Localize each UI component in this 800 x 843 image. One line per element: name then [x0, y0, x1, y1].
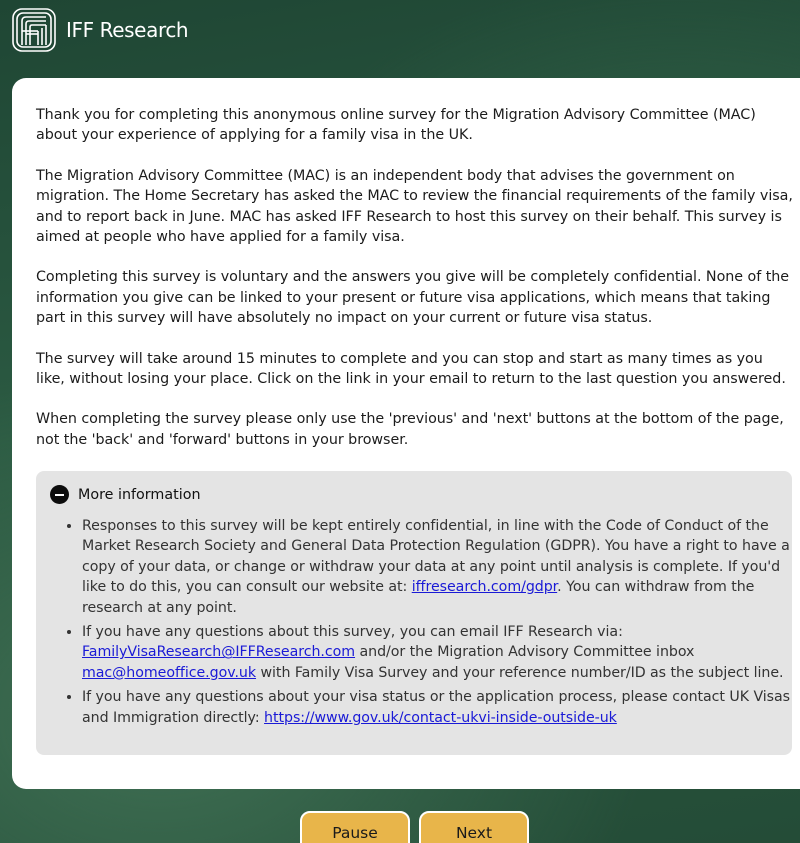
logo[interactable] [11, 7, 188, 53]
page-header [0, 0, 800, 78]
intro-paragraph: Completing this survey is voluntary and the answers you give will be completely confidential. None of the information you give can be linked to your present or future visa applications, which means that taking part in this survey will have absolutely no impact on your current or future visa status. [36, 269, 790, 327]
gdpr-link[interactable]: iffresearch.com/gdpr [411, 579, 558, 596]
list-item [82, 516, 794, 618]
more-information-panel [36, 471, 792, 755]
gdpr-text-end: . You can withdraw from the research at any point. [82, 579, 755, 616]
gdpr-text: Responses to this survey will be kept entirely confidential, in line with the Code of Conduct of the Market Research Society and General Data Protection Regulation (GDPR). You have a right to have a copy of your data, or change or withdraw your data at any point until analysis is complete. If you'd like to do this, you can consult our website at: [82, 518, 790, 596]
more-information-list [64, 516, 794, 732]
contact-text: If you have any questions about this survey, you can email IFF Research via: [82, 624, 623, 641]
list-item [82, 622, 794, 683]
more-information-toggle[interactable] [50, 485, 201, 504]
collapse-minus-icon[interactable] [50, 485, 69, 504]
mac-email-link[interactable]: mac@homeoffice.gov.uk [82, 664, 257, 681]
pause-button[interactable]: Pause [300, 811, 410, 843]
intro-paragraph: The survey will take around 15 minutes to complete and you can stop and start as many times as you like, without losing your place. Click on the link in your email to return to the last question you answered. [36, 350, 786, 388]
iff-email-link[interactable]: FamilyVisaResearch@IFFResearch.com [82, 644, 356, 661]
iff-logo-icon [11, 7, 57, 53]
intro-paragraph: Thank you for completing this anonymous online survey for the Migration Advisory Committee (MAC) about your experience of applying for a family visa in the UK. [36, 107, 756, 144]
intro-text [36, 105, 800, 450]
next-button[interactable]: Next [419, 811, 529, 843]
ukvi-link[interactable]: https://www.gov.uk/contact-ukvi-inside-outside-uk [264, 709, 617, 726]
contact-text-end: with Family Visa Survey and your reference number/ID as the subject line. [256, 664, 784, 681]
more-information-title[interactable]: More information [78, 486, 201, 503]
intro-paragraph: The Migration Advisory Committee (MAC) is an independent body that advises the government on migration. The Home Secretary has asked the MAC to review the financial requirements of the family visa, and to report back in June. MAC has asked IFF Research to host this survey on their behalf. This survey is aimed at people who have applied for a family visa. [36, 167, 793, 246]
list-item [82, 687, 794, 728]
ukvi-text: If you have any questions about your visa status or the application process, please contact UK Visas and Immigration directly: [82, 689, 791, 726]
brand-name: IFF Research [66, 18, 189, 42]
contact-text-middle: and/or the Migration Advisory Committee inbox [355, 644, 695, 661]
intro-paragraph: When completing the survey please only use the 'previous' and 'next' buttons at the bottom of the page, not the 'back' and 'forward' buttons in your browser. [36, 411, 784, 448]
